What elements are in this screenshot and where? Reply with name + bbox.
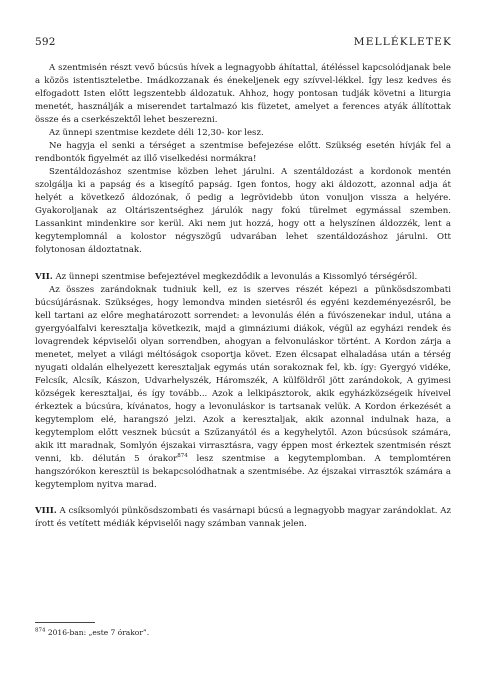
paragraph: A szentmisén részt vevő búcsús hívek a legnagyobb áhítattal, átéléssel kapcsolódjanak bele a közös istentiszteletbe. Imádkozzanak és énekeljenek egy szívvel-lékkel. Így lesz kedves és elfogadott Isten előtt legszentebb áldozatuk. Ahhoz, hogy pontosan tudják követni a liturgia menetét, használják a miserendet tartalmazó kis füzetet, amelyet a ferences atyák állítottak össze és a cserkészektől lehet beszerezni.: [35, 63, 451, 125]
body-text: [35, 62, 451, 531]
footnote-text: 2016-ban: „este 7 órakor”.: [45, 628, 150, 637]
paragraph-text: Az összes zarándoknak tudniuk kell, ez is szerves részét képezi a pünkösdszombati búcsújárásnak. Szükséges, hogy lemondva minden sietésről és egyéni kezdeményezésről, be kell tartani az előre meghatározott sorrendet: a levonulás élén a fúvószenekar indul, utána a gyergyóalfalvi keresztalja következik, majd a gimnáziumi diákok, végül az egyházi rendek és lovagrendek képviselői olyan sorrendben, ahogyan a felvonuláskor történt. A Kordon zárja a menetet, melyet a világi méltóságok csoportja követ. Ezen élcsapat elhaladása után a térség nyugati oldalán elhelyezett keresztaljak egymás után sorakoznak fel, kb. így: Gyergyó vidéke, Felcsík, Alcsík, Kászon, Udvarhelyszék, Háromszék, A külföldről jött zarándokok, A gyimesi községek keresztaljai, és így tovább... Azok a lelkipásztorok, akik egyházközségeik híveivel érkeztek a búcsúra, kívánatos, hogy a levonuláskor is tartsanak velük. A Kordon érkezését a kegytemplom elé, harangszó jelzi. Azok a keresztaljak, akik azonnal indulnak haza, a kegytemplom előtt vesznek búcsút a Szűzanyától és a kegyhelytől. Azon búcsúsok számára, akik itt maradnak, Somlyón éjszakai virrasztásra, vagy éppen most érkeztek szentmisén részt venni, kb. délután 5 órakor: [35, 285, 451, 464]
footnote-divider: [35, 622, 95, 623]
section-vii-heading: [35, 271, 451, 284]
footnote-marker: 874: [35, 627, 46, 634]
paragraph-text: lesz szentmise a kegytemplomban. A templomtéren hangszórókon keresztül is bekapcsolódhatnak a szentmisébe. Az éjszakai virrasztók számára a kegytemplom nyitva marad.: [35, 454, 451, 490]
footnote: [35, 628, 149, 638]
section-number: VII.: [35, 272, 53, 282]
paragraph: Szentáldozáshoz szentmise közben lehet járulni. A szentáldozást a kordonok mentén szolgálja ki a papság és a kisegítő papság. Igen fontos, hogy aki áldozott, azonnal adja át helyét a következő áldozónak, ő pedig a legrövidebb úton vonuljon vissza a helyére. Gyakoroljanak az Oltáriszentséghez járulók nagy fokú türelmet egymással szemben. Lassankint mindenkire sor kerül. Aki nem jut hozzá, hogy ott a helyszínen áldozzék, lent a kegytemplomnál a kolostor négyszögű udvarában lehet szentáldozáshoz járulni. Ott folytonosan áldoztatnak.: [35, 167, 451, 255]
paragraph: Az ünnepi szentmise kezdete déli 12,30- kor lesz.: [49, 128, 264, 138]
section-text: A csíksomlyói pünkösdszombati és vasárnapi búcsú a legnagyobb magyar zarándoklat. Az írott és vetített médiák képviselői nagy számban vannak jelen.: [35, 506, 451, 529]
section-number: VIII.: [35, 506, 57, 516]
page-number: 592: [35, 36, 56, 48]
page-header: [35, 36, 452, 52]
footnote-reference[interactable]: 874: [177, 453, 188, 460]
paragraph: [35, 284, 451, 492]
running-head: MELLÉKLETEK: [353, 36, 452, 48]
paragraph: Ne hagyja el senki a térséget a szentmise befejezése előtt. Szükség esetén hívják fel a rendbontók figyelmét az illő viselkedési normákra!: [35, 141, 451, 164]
section-text: Az ünnepi szentmise befejeztével megkezdődik a levonulás a Kissomlyó térségéről.: [55, 272, 418, 282]
section-viii-heading: [35, 505, 451, 531]
